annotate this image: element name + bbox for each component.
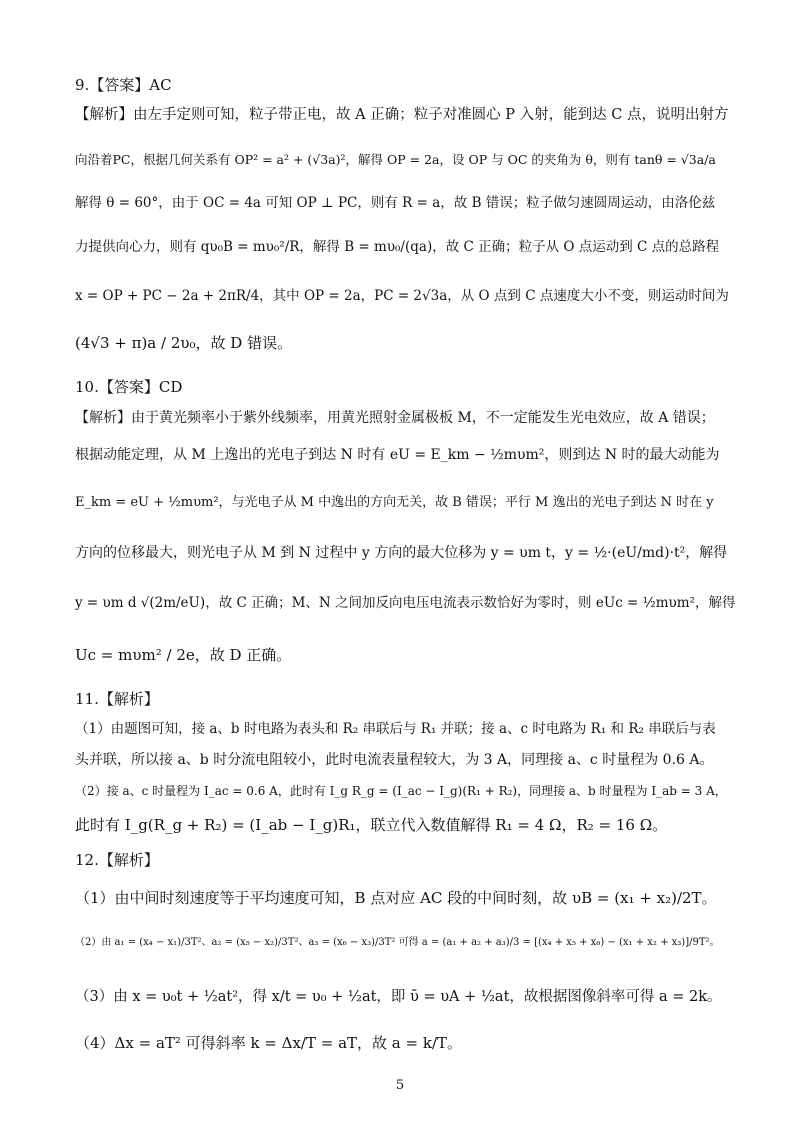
page-number: 5 bbox=[395, 1078, 405, 1093]
q12-part-3: （3）由 x = υ₀t + ½at²，得 x/t = υ₀ + ½at，即 ῡ = υA + ½at，故根据图像斜率可得 a = 2k。 bbox=[75, 989, 722, 1005]
q10-analysis-line: E_km = eU + ½mυm²，与光电子从 M 中逸出的方向无关，故 B 错误；平行 M 逸出的光电子到达 N 时在 y bbox=[75, 495, 714, 510]
q11-analysis-line: （2）接 a、c 时量程为 I_ac = 0.6 A，此时有 I_g R_g = (I_ac − I_g)(R₁ + R₂)，同理接 a、b 时量程为 I_ab = 3 A， bbox=[75, 784, 727, 798]
q9-answer: 9.【答案】AC bbox=[75, 76, 172, 94]
q10-analysis-line: Uc = mυm² / 2e，故 D 正确。 bbox=[75, 646, 292, 664]
q10-analysis-line: y = υm d √(2m/eU)，故 C 正确；M、N 之间加反向电压电流表示数恰好为零时，则 eUc = ½mυm²，解得 bbox=[75, 595, 736, 611]
q9-analysis-line: 向沿着PC，根据几何关系有 OP² = a² + (√3a)²，解得 OP = 2a，设 OP 与 OC 的夹角为 θ，则有 tanθ = √3a/a bbox=[75, 152, 716, 167]
q9-analysis-line: x = OP + PC − 2a + 2πR/4，其中 OP = 2a，PC = 2√3a，从 O 点到 C 点速度大小不变，则运动时间为 bbox=[75, 288, 729, 304]
q9-analysis-line: 力提供向心力，则有 qυ₀B = mυ₀²/R，解得 B = mυ₀/(qa)，故 C 正确；粒子从 O 点运动到 C 点的总路程 bbox=[75, 239, 720, 255]
q12-part-4: （4）Δx = aT² 可得斜率 k = Δx/T = aT，故 a = k/T。 bbox=[75, 1034, 462, 1052]
q12-heading: 12.【解析】 bbox=[75, 851, 159, 869]
q9-analysis-line: 【解析】由左手定则可知，粒子带正电，故 A 正确；粒子对准圆心 P 入射，能到达 C 点，说明出射方 bbox=[75, 107, 729, 123]
q10-analysis-line: 【解析】由于黄光频率小于紫外线频率，用黄光照射金属极板 M，不一定能发生光电效应，故 A 错误； bbox=[75, 410, 715, 426]
q10-analysis-line: 根据动能定理，从 M 上逸出的光电子到达 N 时有 eU = E_km − ½mυm²，则到达 N 时的最大动能为 bbox=[75, 447, 720, 463]
q11-analysis-line: 头并联，所以接 a、b 时分流电阻较小，此时电流表量程较大，为 3 A，同理接 a、c 时量程为 0.6 A。 bbox=[75, 752, 714, 768]
q9-analysis-line: 解得 θ = 60°，由于 OC = 4a 可知 OP ⊥ PC，则有 R = a，故 B 错误；粒子做匀速圆周运动，由洛伦兹 bbox=[75, 195, 716, 211]
q11-analysis-line: 此时有 I_g(R_g + R₂) = (I_ab − I_g)R₁，联立代入数值解得 R₁ = 4 Ω，R₂ = 16 Ω。 bbox=[75, 816, 668, 834]
q11-heading: 11.【解析】 bbox=[75, 690, 159, 708]
q10-answer: 10.【答案】CD bbox=[75, 378, 183, 396]
q9-analysis-line: (4√3 + π)a / 2υ₀，故 D 错误。 bbox=[75, 334, 293, 352]
q11-analysis-line: （1）由题图可知，接 a、b 时电路为表头和 R₂ 串联后与 R₁ 并联；接 a、c 时电路为 R₁ 和 R₂ 串联后与表 bbox=[75, 721, 716, 737]
q10-analysis-line: 方向的位移最大，则光电子从 M 到 N 过程中 y 方向的最大位移为 y = υm t，y = ½·(eU/md)·t²，解得 bbox=[75, 545, 728, 561]
q12-part-2: （2）由 a₁ = (x₄ − x₁)/3T²、a₂ = (x₅ − x₂)/3T²、a₃ = (x₆ − x₃)/3T² 可得 a = (a₁ + a₂ + a₃)/3 = [(x₄ + x₅ + x₆) − (x₁ + x₂ + x₃)]/9T²。 bbox=[75, 937, 720, 948]
q12-part-1: （1）由中间时刻速度等于平均速度可知，B 点对应 AC 段的中间时刻，故 υB = (x₁ + x₂)/2T。 bbox=[75, 889, 717, 907]
